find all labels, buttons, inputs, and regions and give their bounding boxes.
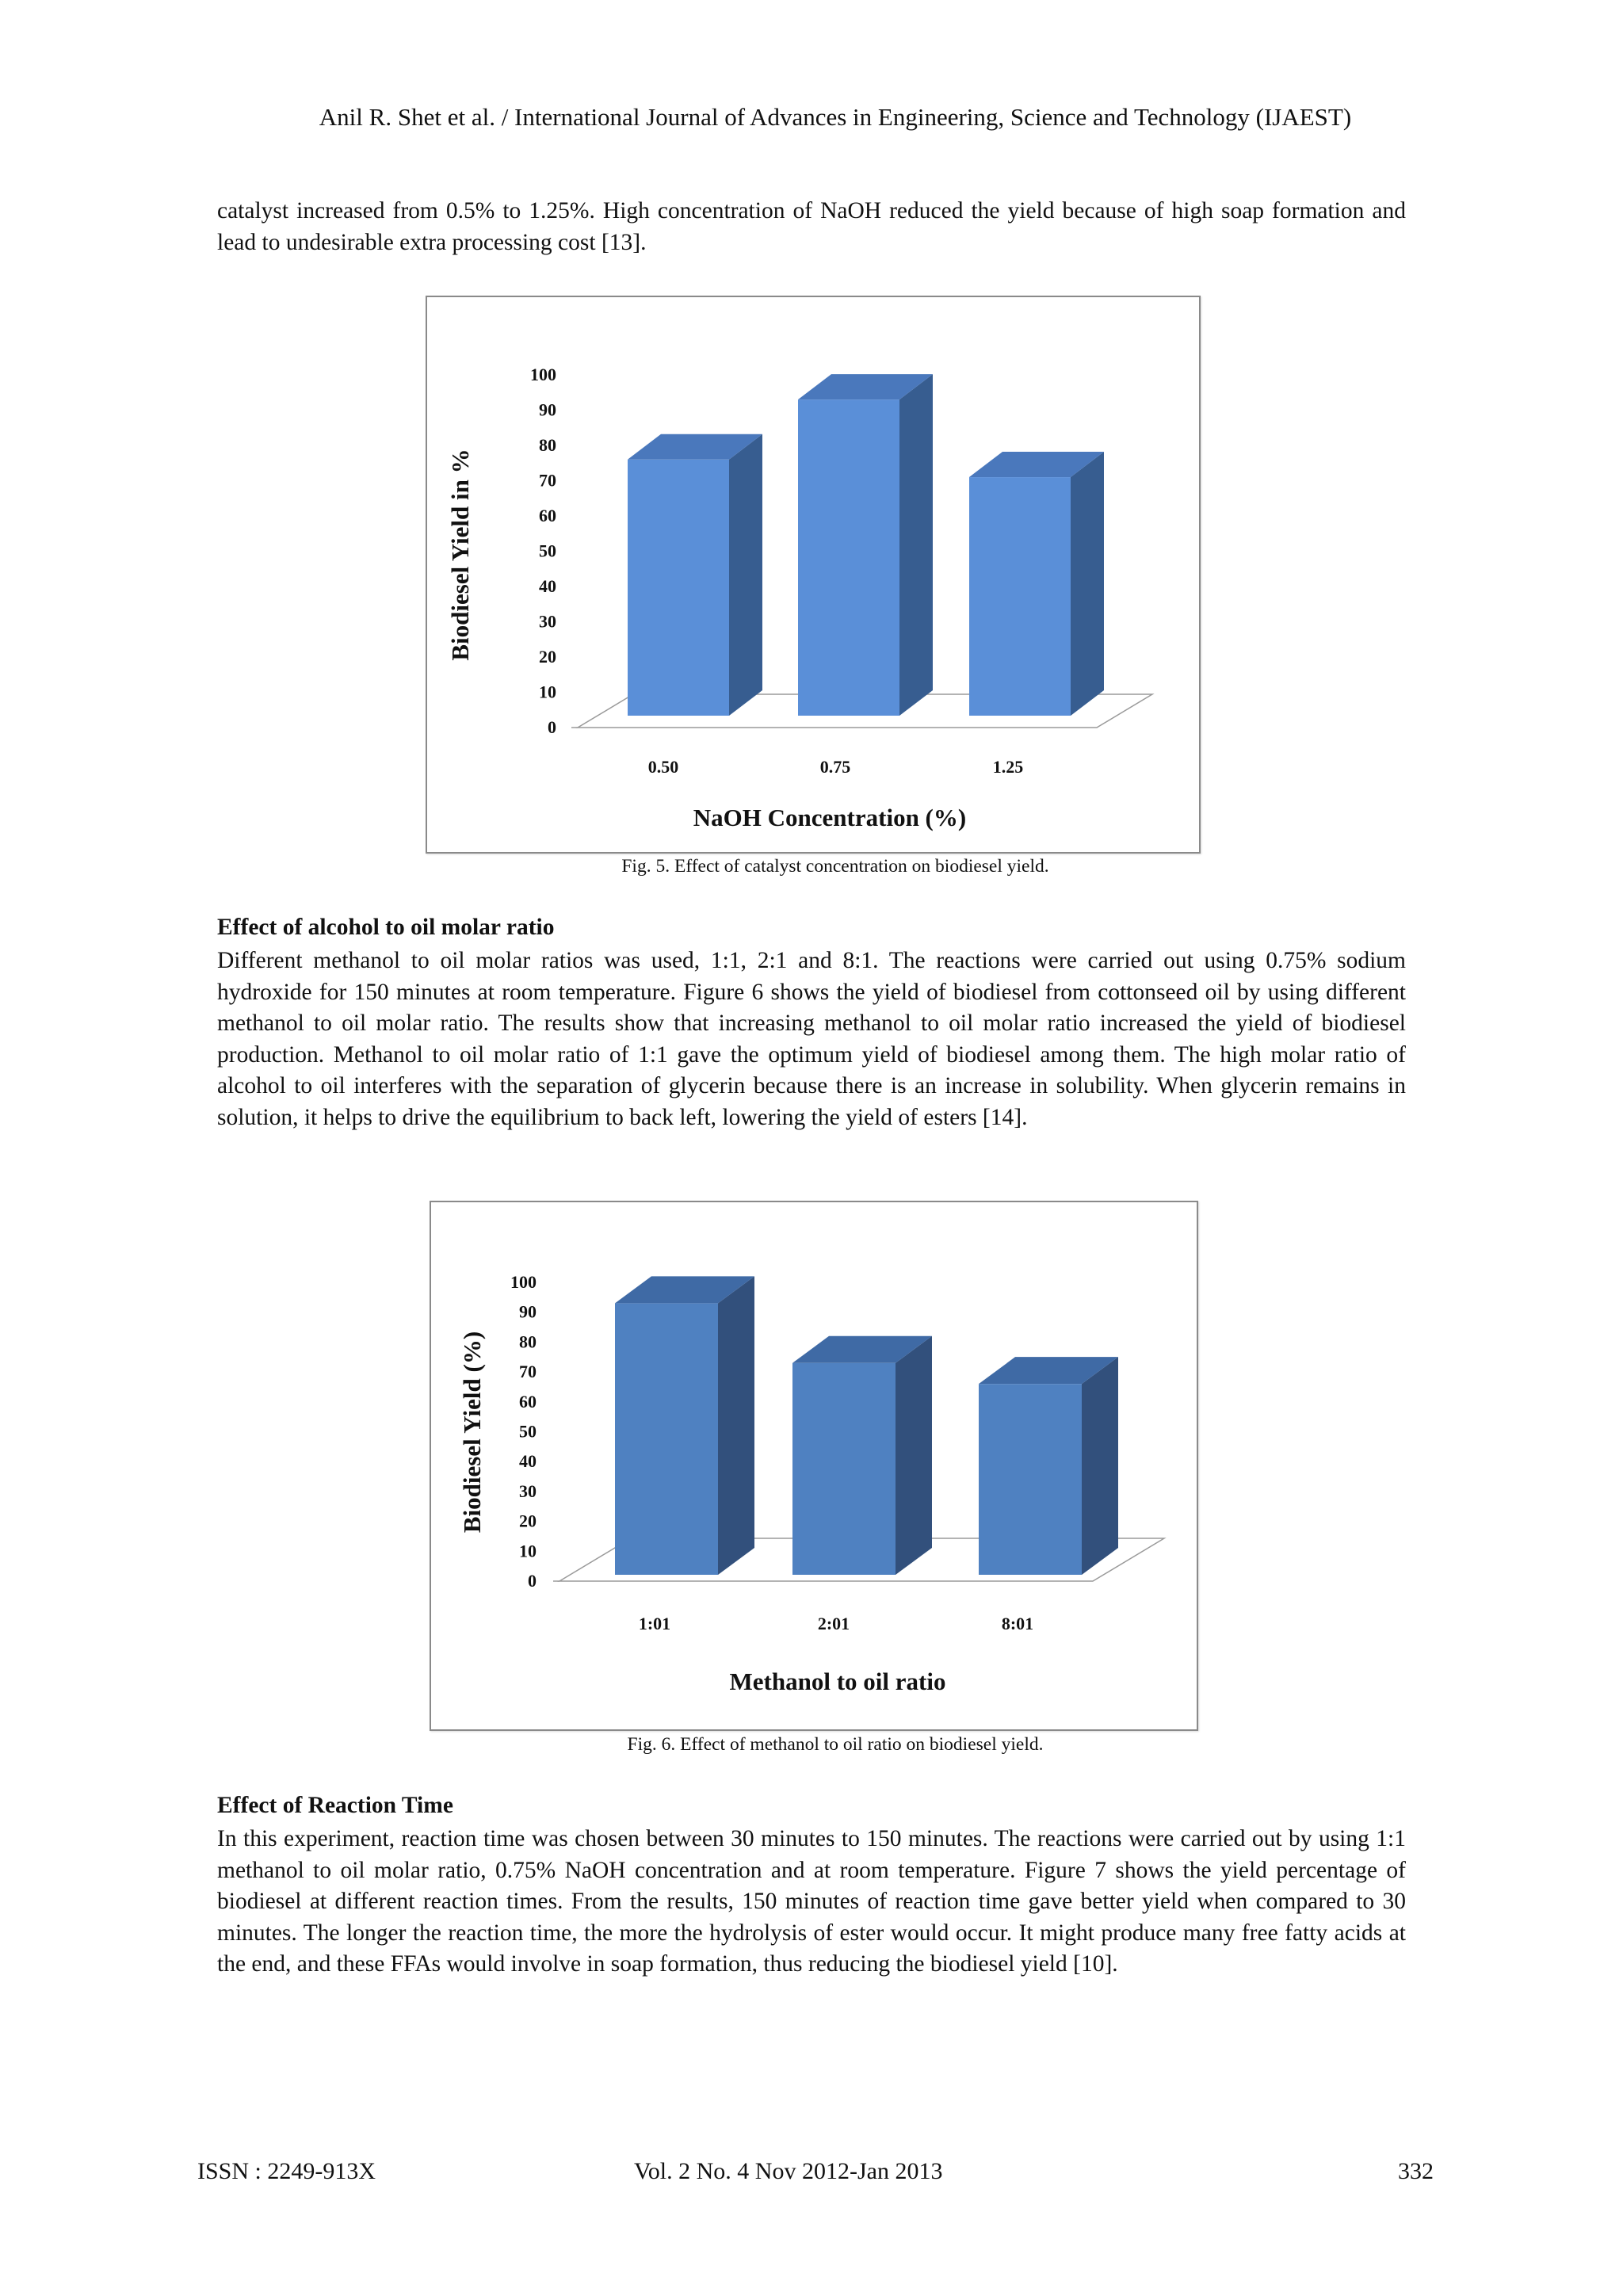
y-tick-label: 40 — [519, 1451, 537, 1472]
figure-5-chart — [427, 297, 1199, 852]
footer-page-number: 332 — [1398, 2158, 1434, 2184]
footer-volume: Vol. 2 No. 4 Nov 2012-Jan 2013 — [634, 2158, 943, 2184]
x-tick-label: 2:01 — [817, 1614, 850, 1633]
bar-front — [798, 399, 899, 716]
figure-6-frame — [430, 1201, 1198, 1731]
y-tick-label: 50 — [519, 1421, 537, 1442]
section-heading-molar-ratio: Effect of alcohol to oil molar ratio — [217, 915, 555, 940]
figure-6-caption: Fig. 6. Effect of methanol to oil ratio on biodiesel yield. — [627, 1734, 1044, 1755]
y-tick-label: 0 — [528, 1571, 537, 1591]
y-tick-label: 20 — [539, 647, 556, 667]
x-tick-label: 1:01 — [638, 1614, 671, 1633]
bar-front — [628, 460, 729, 716]
x-tick-label: 8:01 — [1001, 1614, 1034, 1633]
y-tick-label: 10 — [519, 1541, 537, 1561]
running-header: Anil R. Shet et al. / International Journal of Advances in Engineering, Science and Technology (IJAEST) — [319, 103, 1352, 131]
y-tick-label: 100 — [530, 365, 556, 384]
bar-side — [899, 374, 933, 716]
y-tick-label: 90 — [519, 1301, 537, 1322]
y-tick-label: 10 — [539, 682, 556, 702]
figure-5-caption: Fig. 5. Effect of catalyst concentration on biodiesel yield. — [621, 856, 1049, 877]
y-tick-label: 60 — [519, 1391, 537, 1412]
y-tick-label: 80 — [539, 435, 556, 455]
y-tick-label: 60 — [539, 506, 556, 525]
bar-front — [979, 1384, 1082, 1575]
paragraph-catalyst: catalyst increased from 0.5% to 1.25%. High concentration of NaOH reduced the yield because of high soap formation and lead to undesirable extra processing cost [13]. — [217, 198, 1406, 255]
y-tick-label: 50 — [539, 541, 556, 561]
x-tick-label: 0.50 — [647, 757, 679, 777]
bar-side — [729, 434, 762, 716]
x-axis-title: Methanol to oil ratio — [729, 1668, 946, 1695]
y-tick-label: 70 — [539, 470, 556, 491]
bar-front — [969, 477, 1071, 716]
y-tick-label: 80 — [519, 1331, 537, 1352]
x-axis-title: NaOH Concentration (%) — [693, 804, 967, 831]
y-tick-label: 90 — [539, 399, 556, 420]
paragraph-reaction-time: In this experiment, reaction time was chosen between 30 minutes to 150 minutes. The reactions were carried out by using 1:1 methanol to oil molar ratio, 0.75% NaOH concentration and at room temperature. Figure 7 shows the yield percentage of biodiesel at different reaction times. From the results, 150 minutes of reaction time gave better yield when compared to 30 minutes. The longer the reaction time, the more the hydrolysis of ester would occur. It might produce many free fatty acids at the end, and these FFAs would involve in soap formation, thus reducing the biodiesel yield [10]. — [217, 1826, 1406, 1977]
y-tick-label: 30 — [519, 1480, 537, 1501]
figure-5-frame — [426, 296, 1201, 854]
footer-issn: ISSN : 2249-913X — [197, 2158, 376, 2184]
y-tick-label: 20 — [519, 1511, 537, 1531]
figure-6-chart — [431, 1202, 1197, 1729]
section-heading-reaction-time: Effect of Reaction Time — [217, 1793, 453, 1818]
y-tick-label: 70 — [519, 1362, 537, 1382]
x-tick-label: 0.75 — [819, 757, 851, 777]
bar-side — [718, 1276, 754, 1575]
bar-front — [615, 1303, 718, 1575]
x-tick-label: 1.25 — [992, 757, 1024, 777]
y-tick-label: 30 — [539, 611, 556, 632]
bar-side — [1082, 1357, 1118, 1575]
y-tick-label: 40 — [539, 576, 556, 596]
bar-side — [896, 1336, 932, 1575]
y-tick-label: 0 — [548, 717, 556, 737]
paragraph-molar-ratio: Different methanol to oil molar ratios was used, 1:1, 2:1 and 8:1. The reactions were carried out using 0.75% sodium hydroxide for 150 minutes at room temperature. Figure 6 shows the yield of biodiesel from cottonseed oil by using different methanol to oil molar ratio. The results show that increasing methanol to oil molar ratio increased the yield of biodiesel production. Methanol to oil molar ratio of 1:1 gave the optimum yield of biodiesel among them. The high molar ratio of alcohol to oil interferes with the separation of glycerin because there is an increase in solubility. When glycerin remains in solution, it helps to drive the equilibrium to back left, lowering the yield of esters [14]. — [217, 948, 1406, 1130]
y-axis-title: Biodiesel Yield (%) — [458, 1331, 486, 1534]
bar-front — [792, 1363, 896, 1575]
y-tick-label: 100 — [510, 1272, 537, 1292]
y-axis-title: Biodiesel Yield in % — [446, 449, 474, 661]
bar-side — [1071, 452, 1104, 716]
